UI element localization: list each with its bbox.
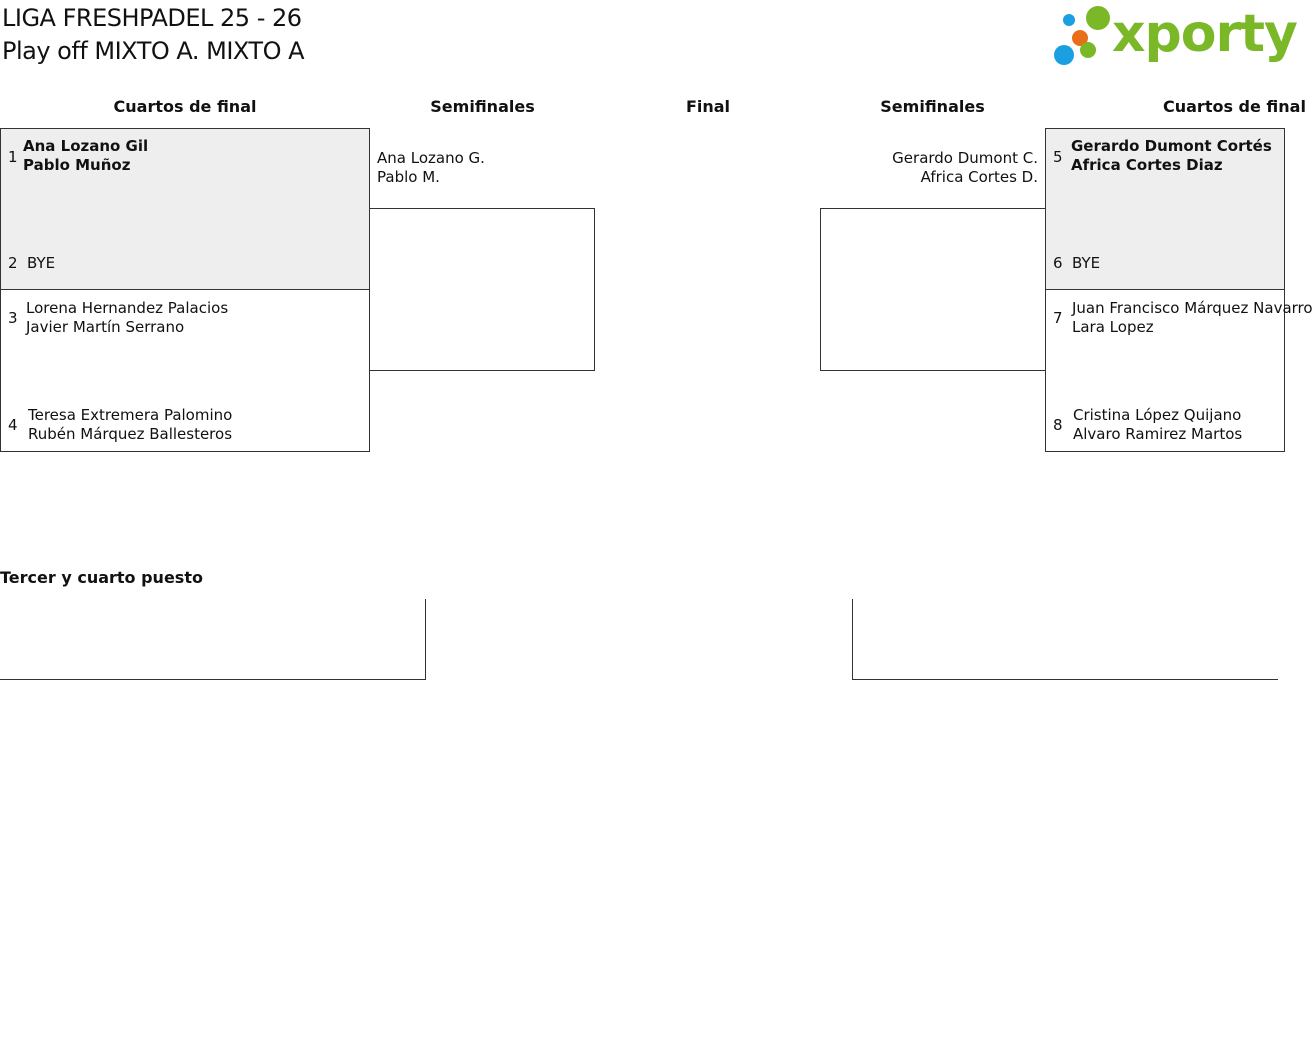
right-semi-player: Africa Cortes D.	[920, 168, 1038, 186]
seed-number: 1	[8, 148, 18, 166]
player-name: Alvaro Ramirez Martos	[1073, 425, 1243, 443]
seed-number: 8	[1053, 416, 1063, 434]
player-name: Gerardo Dumont Cortés	[1071, 137, 1272, 155]
third-place-heading: Tercer y cuarto puesto	[0, 568, 203, 587]
logo-dot-blue-large	[1054, 45, 1074, 65]
seed-number: 5	[1053, 148, 1063, 166]
player-name: Rubén Márquez Ballesteros	[28, 425, 233, 443]
right-quarter-match-2[interactable]	[1045, 289, 1313, 452]
right-quarter-match-1[interactable]	[1045, 128, 1285, 290]
round-header-right-quarter: Cuartos de final	[1163, 97, 1306, 116]
seed-number: 2	[8, 254, 18, 272]
seed-number: 7	[1053, 309, 1063, 327]
xporty-logo	[1050, 0, 1297, 70]
player-name: Cristina López Quijano	[1073, 406, 1242, 424]
player-name: Javier Martín Serrano	[26, 318, 185, 336]
left-quarter-match-1[interactable]	[0, 128, 370, 290]
logo-dot-blue-small	[1063, 14, 1075, 26]
round-header-right-semi: Semifinales	[880, 97, 985, 116]
player-name: Teresa Extremera Palomino	[28, 406, 233, 424]
left-semi-player: Pablo M.	[377, 168, 440, 186]
right-semi-match-box[interactable]	[820, 208, 1046, 371]
third-place-slot-left[interactable]	[0, 599, 426, 680]
seed-number: 4	[8, 416, 18, 434]
round-header-left-quarter: Cuartos de final	[113, 97, 257, 116]
round-header-final: Final	[685, 97, 731, 116]
player-name: Juan Francisco Márquez Navarro	[1072, 299, 1313, 317]
seed-number: 3	[8, 309, 18, 327]
right-semi-player: Gerardo Dumont C.	[892, 149, 1038, 167]
left-semi-match-box[interactable]	[369, 208, 595, 371]
seed-number: 6	[1053, 254, 1063, 272]
left-semi-player: Ana Lozano G.	[377, 149, 485, 167]
page-title: LIGA FRESHPADEL 25 - 26	[2, 4, 302, 32]
player-name: Africa Cortes Diaz	[1071, 156, 1223, 174]
player-name: Ana Lozano Gil	[23, 137, 149, 155]
bye-label: BYE	[27, 254, 56, 272]
player-name: Lorena Hernandez Palacios	[26, 299, 229, 317]
page-subtitle: Play off MIXTO A. MIXTO A	[2, 37, 305, 65]
round-header-left-semi: Semifinales	[430, 97, 535, 116]
left-quarter-match-2[interactable]	[0, 289, 370, 452]
logo-dot-green-small	[1080, 42, 1096, 58]
logo-dot-green	[1086, 6, 1110, 30]
player-name: Pablo Muñoz	[23, 156, 131, 174]
bye-label: BYE	[1072, 254, 1101, 272]
logo-wordmark: xporty	[1112, 4, 1297, 64]
third-place-slot-right[interactable]	[852, 599, 1278, 680]
player-name: Lara Lopez	[1072, 318, 1154, 336]
